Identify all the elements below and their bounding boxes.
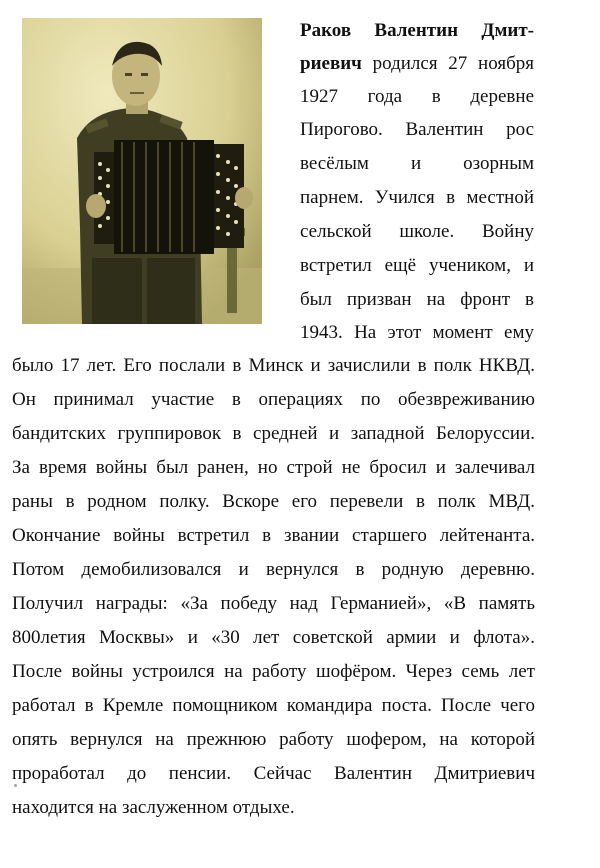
text-line-full-8: Получил награды: «За победу над Германией», «В память (12, 593, 535, 614)
text-line-name: Раков Валентин Дмит- (300, 20, 534, 41)
soldier-accordion-illustration (22, 18, 262, 324)
text-line-right-5: парнем. Учился в местной (300, 187, 534, 208)
text-line-full-4: За время войны был ранен, но строй не бросил и залечивал (12, 457, 535, 478)
text-line-right-4: весёлым и озорным (300, 153, 534, 174)
text-line-full-10: После войны устроился на работу шофёром. Через семь лет (12, 661, 535, 682)
text-line-full-2: Он принимал участие в операциях по обезвреживанию (12, 389, 535, 410)
text-line-right-3: Пирогово. Валентин рос (300, 119, 534, 140)
text-line-right-9: 1943. На этот момент ему (300, 322, 534, 343)
text-line-full-11: работал в Кремле помощником командира поста. После чего (12, 695, 535, 716)
text-line-full-3: бандитских группировок в средней и западной Белоруссии. (12, 423, 535, 444)
portrait-photo (22, 18, 262, 324)
text-line-right-8: был призван на фронт в (300, 289, 534, 310)
text-line-full-6: Окончание войны встретил в звании старшего лейтенанта. (12, 525, 535, 546)
text-line-right-6: сельской школе. Войну (300, 221, 534, 242)
text-line-right-7: встретил ещё учеником, и (300, 255, 534, 276)
text-line-right-2: 1927 года в деревне (300, 86, 534, 107)
text-line-full-14: находится на заслуженном отдыхе. (12, 797, 295, 818)
scan-speck (14, 784, 17, 787)
text-line-right-1: риевич родился 27 ноября (300, 53, 534, 74)
text-line-full-1: было 17 лет. Его послали в Минск и зачислили в полк НКВД. (12, 355, 535, 376)
text-line-full-9: 800летия Москвы» и «30 лет советской армии и флота». (12, 627, 535, 648)
text-line-full-7: Потом демобилизовался и вернулся в родную деревню. (12, 559, 535, 580)
text-line-full-12: опять вернулся на прежнюю работу шофером, на которой (12, 729, 535, 750)
text-line-full-5: раны в родном полку. Вскоре его перевели в полк МВД. (12, 491, 535, 512)
text-line-full-13: проработал до пенсии. Сейчас Валентин Дмитриевич (12, 763, 535, 784)
